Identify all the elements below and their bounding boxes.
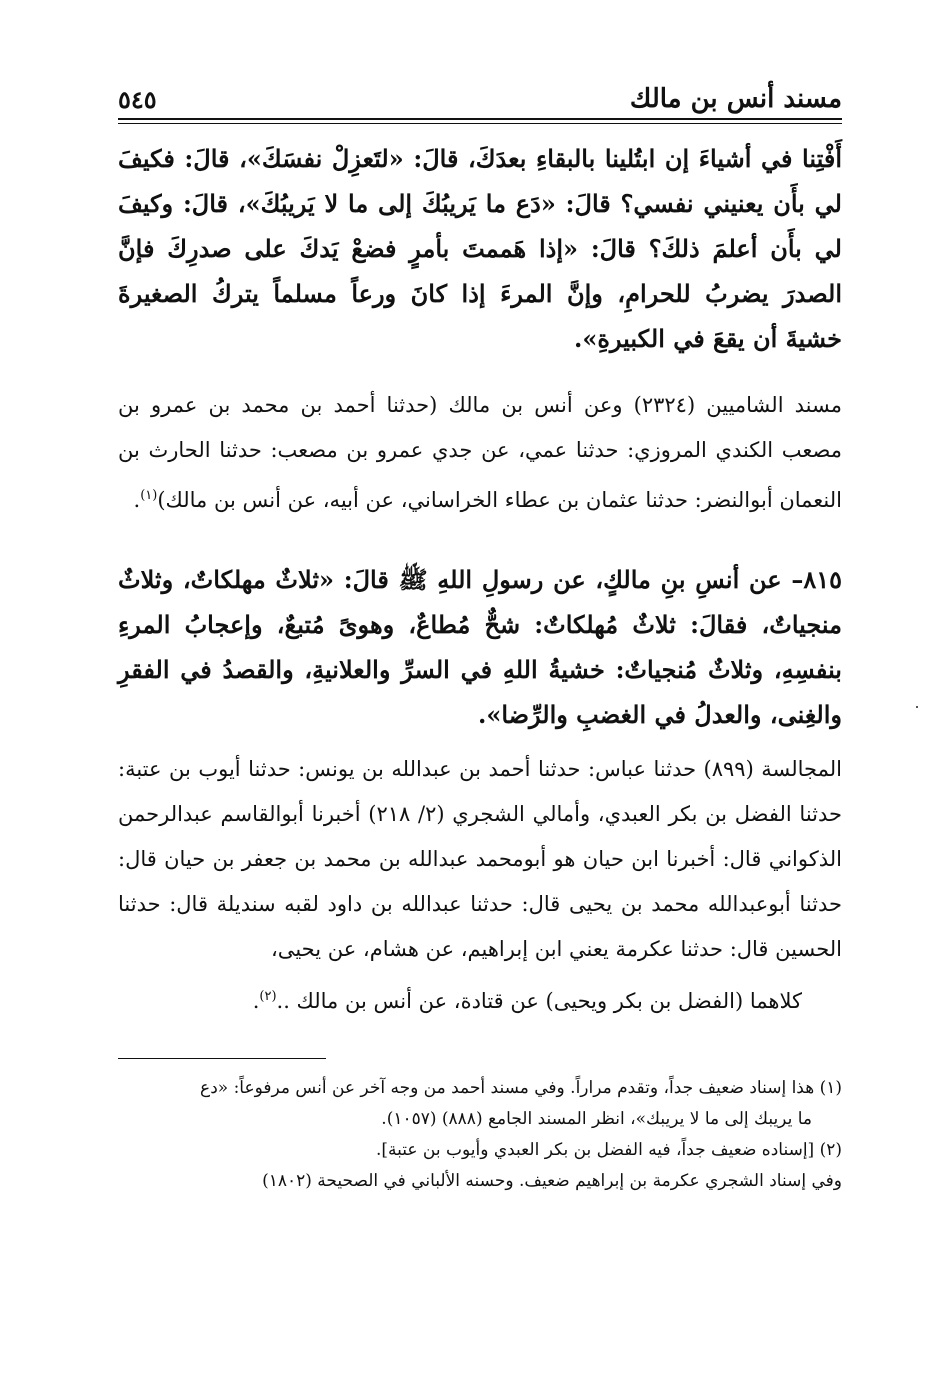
margin-speck <box>916 706 918 708</box>
footnote-2-line-2: وفي إسناد الشجري عكرمة بن إبراهيم ضعيف. وحسنه الألباني في الصحيحة (١٨٠٢) <box>262 1171 842 1191</box>
running-title: مسند أنس بن مالك <box>629 84 842 114</box>
footnote-ref-1: (١) <box>140 488 158 503</box>
footnote-1-line-2: ما يريبك إلى ما لا يريبك»، انظر المسند الجامع (٨٨٨) (١٠٥٧). <box>381 1109 812 1129</box>
kilahuma-text: كلاهما (الفضل بن بكر ويحيى) عن قتادة، عن أنس بن مالك .. <box>276 989 802 1013</box>
source-paragraph-2: المجالسة (٨٩٩) حدثنا عباس: حدثنا أحمد بن عبدالله بن يونس: حدثنا أيوب بن عتبة: حدثنا الفضل بن بكر العبدي، وأمالي الشجري (٢/ ٢١٨) أخبرنا أبوالقاسم عبدالرحمن الذكواني قال: أخبرنا ابن حيان هو أبومحمد عبدالله بن محمد بن جعفر بن حيان قال: حدثنا أبوعبدالله محمد بن يحيى قال: حدثنا عبدالله بن داود لقبه سنديلة قال: حدثنا الحسين قال: حدثنا عكرمة يعني ابن إبراهيم، عن هشام، عن يحيى، <box>118 757 842 961</box>
footnote-1-line-1: (١) هذا إسناد ضعيف جداً، وتقدم مراراً. وفي مسند أحمد من وجه آخر عن أنس مرفوعاً: «دع <box>200 1078 842 1098</box>
page-header <box>118 72 842 114</box>
source-1-text: مسند الشاميين (٢٣٢٤) وعن أنس بن مالك (حدثنا أحمد بن محمد بن عمرو بن مصعب الكندي المروزي: حدثنا عمي، عن جدي عمرو بن مصعب: حدثنا الحارث بن النعمان أبوالنضر: حدثنا عثمان بن عطاء الخراساني، عن أبيه، عن أنس بن مالك) <box>118 393 842 512</box>
footnote-2-line-1: (٢) [إسناده ضعيف جداً، فيه الفضل بن بكر العبدي وأيوب بن عتبة]. <box>375 1140 842 1160</box>
footnotes-section <box>118 1073 842 1197</box>
book-page <box>118 72 842 1197</box>
source-1-end: . <box>133 488 141 512</box>
hadith-814-continued: أَفْتِنا في أشياءَ إن ابتُلينا بالبقاءِ بعدَكَ، قالَ: «لتَعزِلْ نفسَكَ»، قالَ: فكيفَ لي بأَن يعنيني نفسي؟ قالَ: «دَع ما يَريبُكَ إلى ما لا يَريبُكَ»، قالَ: وكيفَ لي بأَن أعلمَ ذلكَ؟ قالَ: «إذا هَممتَ بأمرٍ فضعْ يَدكَ على صدرِكَ فإنَّ الصدرَ يضربُ للحرامِ، وإنَّ المرءَ إذا كانَ ورعاً مسلماً يتركُ الصغيرةَ خشيةَ أن يقعَ في الكبيرةِ». <box>118 144 842 353</box>
footnote-ref-2: (٢) <box>259 989 277 1004</box>
hadith-815: ٨١٥– عن أنسِ بنِ مالكٍ، عن رسولِ اللهِ ﷺ قالَ: «ثلاثٌ مهلكاتٌ، وثلاثٌ منجياتٌ، فقالَ: ثلاثٌ مُهلكاتٌ: شحٌّ مُطاعٌ، وهوىً مُتبعٌ، وإعجابُ المرءِ بنفسِهِ، وثلاثٌ مُنجياتٌ: خشيةُ اللهِ في السرِّ والعلانيةِ، والقصدُ في الفقرِ والغِنى، والعدلُ في الغضبِ والرِّضا». <box>118 565 842 729</box>
header-rule-thin <box>118 123 842 124</box>
header-rule-thick <box>118 118 842 120</box>
page-number: ٥٤٥ <box>118 85 157 114</box>
footnote-separator <box>118 1058 326 1059</box>
kilahuma-line <box>118 974 842 1024</box>
source-paragraph-1 <box>118 383 842 523</box>
kilahuma-end: . <box>252 989 260 1013</box>
